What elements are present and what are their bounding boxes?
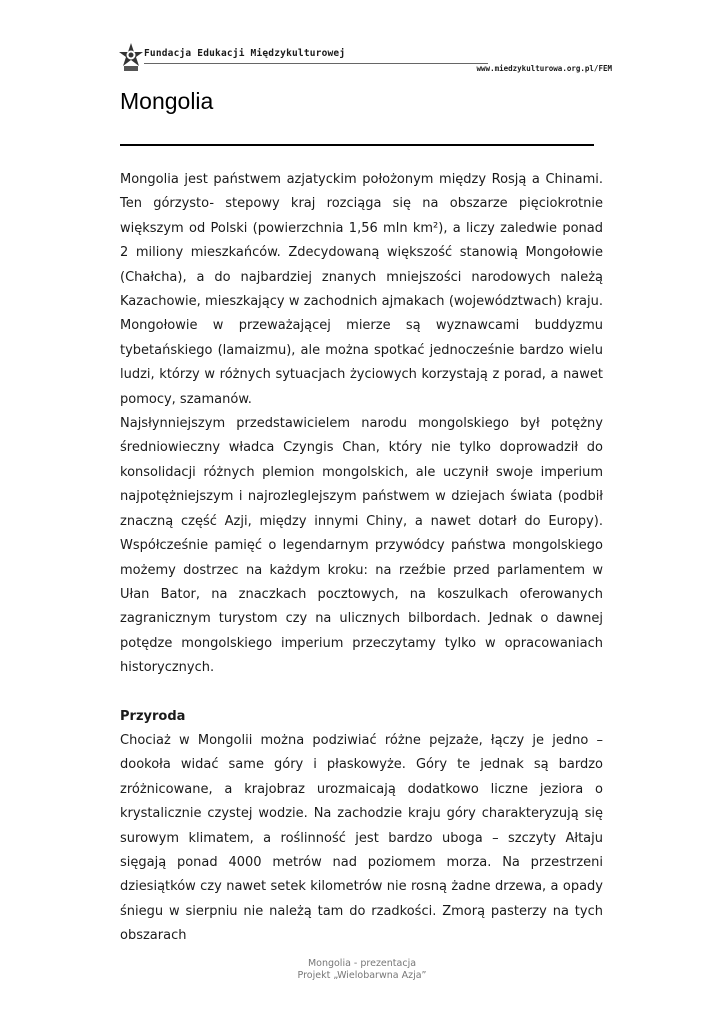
- organization-name: Fundacja Edukacji Międzykulturowej: [144, 48, 346, 59]
- document-title: Mongolia: [120, 88, 214, 114]
- nature-paragraph: Chociaż w Mongolii można podziwiać różne pejzaże, łączy je jedno – dookoła widać same góry i płaskowyże. Góry te jednak są bardzo zróżnicowane, a krajobraz urozmaicają dodatkowo liczne jeziora o krystalicznie czystej wodzie. Na zachodzie kraju góry charakteryzują się surowym klimatem, a roślinność jest bardzo uboga – szczyty Ałtaju sięgają ponad 4000 metrów nad poziomem morza. Na przestrzeni dziesiątków czy nawet setek kilometrów nie rosną żadne drzewa, a opady śniegu w sierpniu nie należą tam do rzadkości. Zmorą pasterzy na tych obszarach: [120, 732, 603, 944]
- footer-line-project: Projekt „Wielobarwna Azja”: [297, 970, 427, 981]
- organization-url[interactable]: www.miedzykulturowa.org.pl/FEM: [476, 64, 612, 73]
- page-footer: [0, 958, 724, 982]
- star-emblem-icon: [118, 42, 144, 72]
- document-body: [120, 168, 603, 949]
- page-header: [118, 40, 618, 80]
- section-heading-przyroda: Przyroda: [120, 708, 186, 724]
- header-divider: [144, 63, 488, 64]
- footer-line-presentation: Mongolia - prezentacja: [307, 958, 417, 969]
- title-underline: [120, 144, 594, 146]
- intro-paragraph: Mongolia jest państwem azjatyckim położonym między Rosją a Chinami. Ten górzysto- stepowy kraj rozciąga się na obszarze pięciokrotnie większym od Polski (powierzchnia 1,56 mln km²), a liczy zaledwie ponad 2 miliony mieszkańców. Zdecydowaną większość stanowią Mongołowie (Chałcha), a do najbardziej znanych mniejszości narodowych należą Kazachowie, mieszkający w zachodnich ajmakach (województwach) kraju. Mongołowie w przeważającej mierze są wyznawcami buddyzmu tybetańskiego (lamaizmu), ale można spotkać jednocześnie bardzo wielu ludzi, którzy w różnych sytuacjach życiowych korzystają z porad, a nawet pomocy, szamanów.: [120, 172, 603, 407]
- history-paragraph: Najsłynniejszym przedstawicielem narodu mongolskiego był potężny średniowieczny władca Czyngis Chan, który nie tylko doprowadził do konsolidacji różnych plemion mongolskich, ale uczynił swoje imperium najpotężniejszym i najrozleglejszym państwem w dziejach świata (podbił znaczną część Azji, między innymi Chiny, a nawet dotarł do Europy). Współcześnie pamięć o legendarnym przywódcy państwa mongolskiego możemy dostrzec na każdym kroku: na rzeźbie przed parlamentem w Ułan Bator, na znaczkach pocztowych, na koszulkach oferowanych zagranicznym turystom czy na ulicznych bilbordach. Jednak o dawnej potędze mongolskiego imperium przeczytamy tylko w opracowaniach historycznych.: [120, 416, 603, 676]
- paragraph-spacer: [120, 681, 603, 705]
